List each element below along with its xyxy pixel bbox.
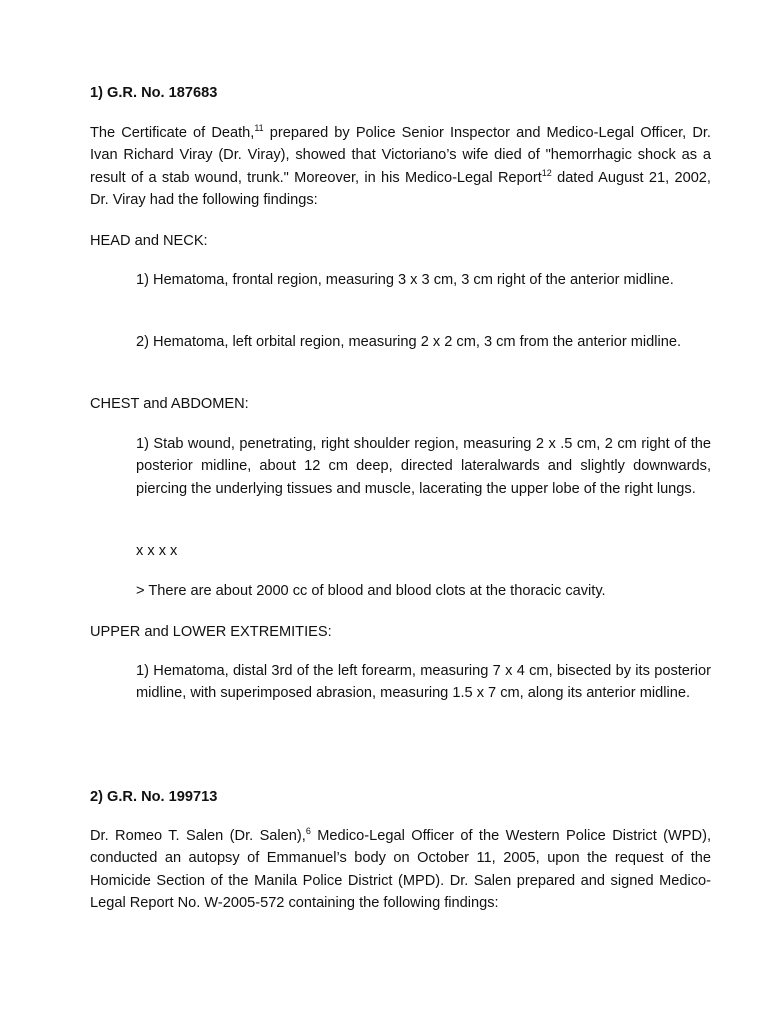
footnote-ref-11: 11 <box>254 123 264 134</box>
footnote-ref-6: 6 <box>305 826 311 837</box>
case1-intro-paragraph <box>90 122 711 212</box>
case2-intro-text-1: Dr. Romeo T. Salen (Dr. Salen), <box>90 828 306 844</box>
case1-intro-text-1: The Certificate of Death, <box>90 125 255 141</box>
chest-abdomen-label: CHEST and ABDOMEN: <box>90 396 249 412</box>
footnote-ref-12: 12 <box>541 167 552 178</box>
case1-intro-text-2: prepared by Police Senior Inspector and Medico-Legal Officer, Dr. Ivan Richard Viray (Dr. Viray), showed that Victoriano’s wife died of "hemorrhagic shock as a result of a stab wound, trunk." Moreover, in his Medico-Legal Report <box>90 125 711 186</box>
extremities-label: UPPER and LOWER EXTREMITIES: <box>90 624 332 640</box>
case1-heading: 1) G.R. No. 187683 <box>90 85 218 101</box>
head-neck-finding-1: 1) Hematoma, frontal region, measuring 3 x 3 cm, 3 cm right of the anterior midline. <box>136 272 674 288</box>
case2-heading: 2) G.R. No. 199713 <box>90 789 218 805</box>
head-neck-finding-2: 2) Hematoma, left orbital region, measuring 2 x 2 cm, 3 cm from the anterior midline. <box>136 334 682 350</box>
extremities-finding-1: 1) Hematoma, distal 3rd of the left forearm, measuring 7 x 4 cm, bisected by its posterior midline, with superimposed abrasion, measuring 1.5 x 7 cm, along its anterior midline. <box>136 663 711 702</box>
case2-intro-paragraph <box>90 825 711 915</box>
chest-abdomen-omission: x x x x <box>136 543 178 559</box>
chest-abdomen-finding-blood: > There are about 2000 cc of blood and blood clots at the thoracic cavity. <box>136 583 606 599</box>
case1-intro-text-3: dated August 21, 2002, Dr. Viray had the following findings: <box>90 169 711 209</box>
head-neck-label: HEAD and NECK: <box>90 233 208 249</box>
case2-intro-text-2: Medico-Legal Officer of the Western Police District (WPD), conducted an autopsy of Emmanuel’s body on October 11, 2005, upon the request of the Homicide Section of the Manila Police District (MPD). Dr. Salen prepared and signed Medico-Legal Report No. W-2005-572 containing the following findings: <box>90 828 711 912</box>
chest-abdomen-finding-1: 1) Stab wound, penetrating, right shoulder region, measuring 2 x .5 cm, 2 cm right of the posterior midline, about 12 cm deep, directed lateralwards and slightly downwards, piercing the underlying tissues and muscle, lacerating the upper lobe of the right lungs. <box>136 436 711 497</box>
